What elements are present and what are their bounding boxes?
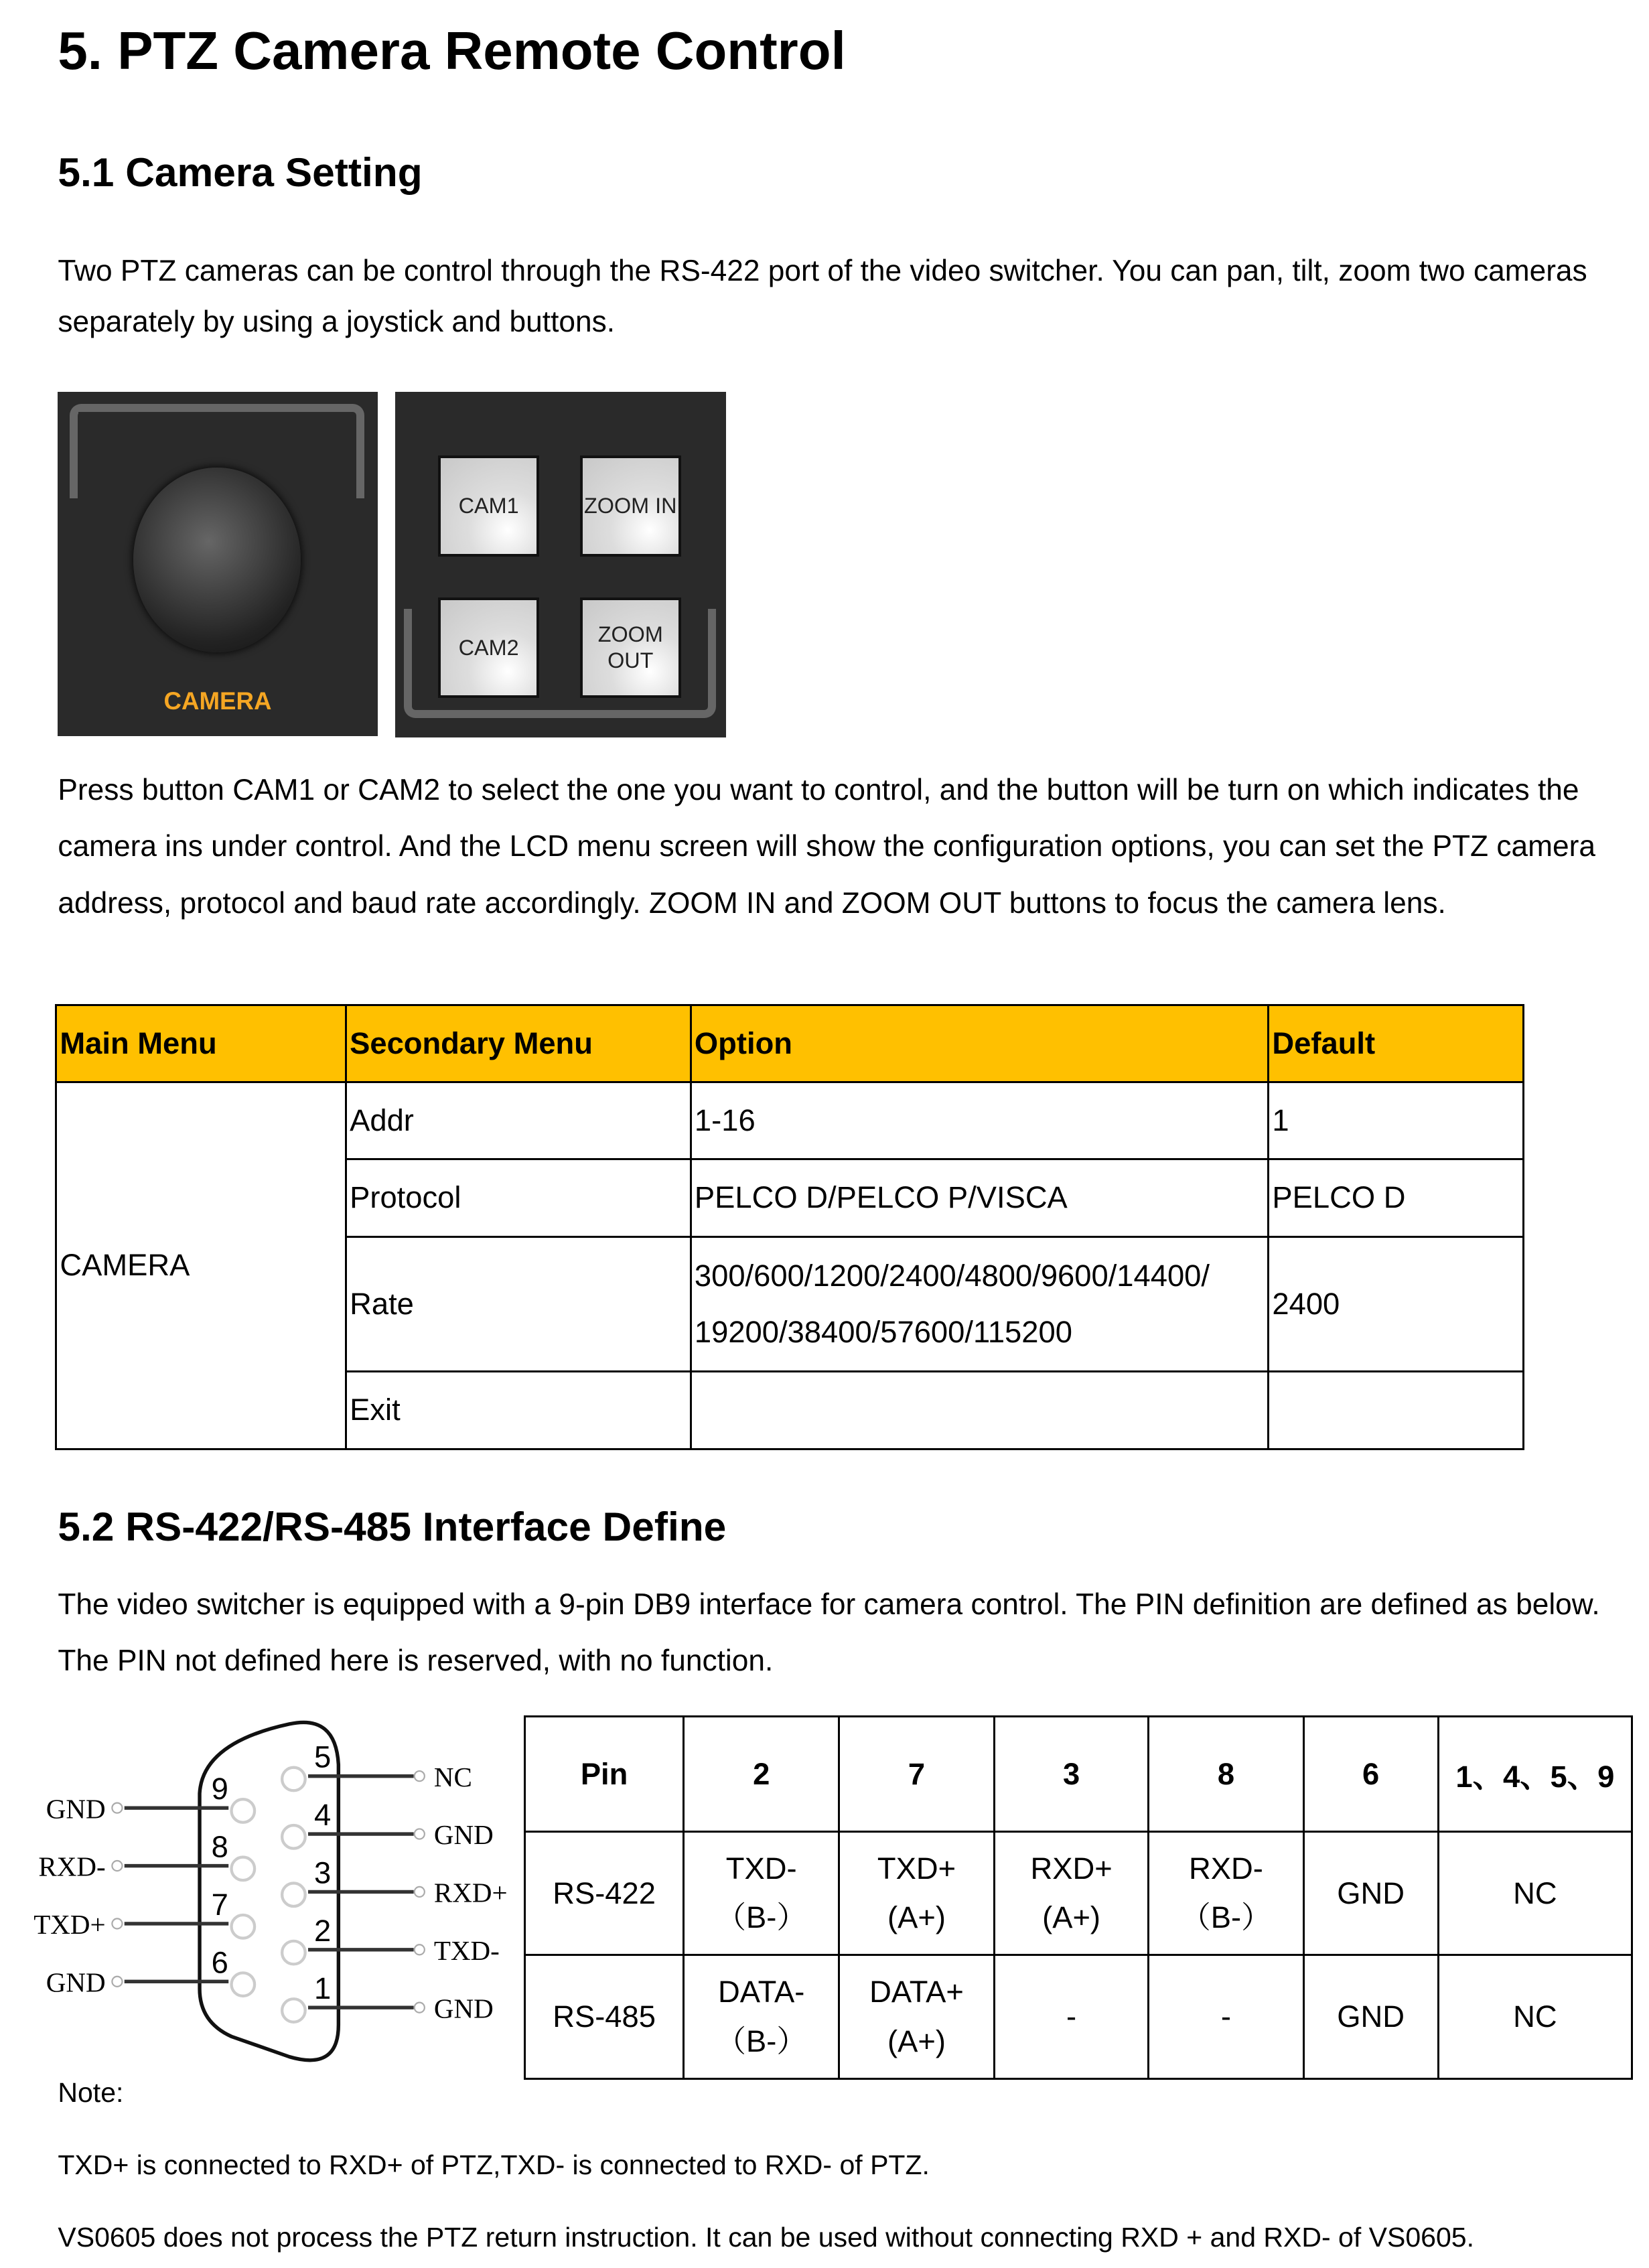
pin-number: 8 <box>211 1829 228 1864</box>
pin-number: 6 <box>211 1945 228 1980</box>
pin-cell: RS-422 <box>524 1831 684 1955</box>
pin-cell: - <box>1149 1955 1304 2078</box>
pin-number: 2 <box>313 1914 332 1948</box>
pin-header: 2 <box>684 1717 839 1831</box>
main-menu-cell: CAMERA <box>56 1082 346 1449</box>
note-label: Note: <box>58 2077 124 2109</box>
pin-cell: RXD- （B-） <box>1149 1831 1304 1955</box>
pin-hole <box>232 1915 255 1938</box>
option-cell: 1-16 <box>691 1082 1269 1159</box>
header-main-menu: Main Menu <box>56 1005 346 1082</box>
pin-number: 3 <box>313 1855 332 1890</box>
pin-label: GND <box>46 1967 106 1998</box>
pin-hole <box>282 1941 305 1965</box>
pin-number: 9 <box>211 1772 228 1806</box>
pin-cell: RXD+ (A+) <box>994 1831 1148 1955</box>
default-cell: PELCO D <box>1269 1159 1524 1236</box>
secondary-cell: Rate <box>346 1236 691 1372</box>
table-row <box>56 1082 1524 1159</box>
joystick-icon <box>133 468 301 652</box>
instructions-paragraph: Press button CAM1 or CAM2 to select the one you want to control, and the button will be turn on which indicates the camera ins under control. And the LCD menu screen will show the configuration options, you can set the PTZ camera address, protocol and baud rate accordingly. ZOOM IN and ZOOM OUT buttons to focus the camera lens. <box>58 774 1595 920</box>
pin-cell: DATA+ (A+) <box>839 1955 994 2078</box>
pin-cell: TXD- （B-） <box>684 1831 839 1955</box>
zoom-in-key: ZOOM IN <box>580 455 681 557</box>
pin-cell: TXD+ (A+) <box>839 1831 994 1955</box>
camera-menu-table <box>55 1004 1524 1450</box>
default-cell <box>1269 1372 1524 1449</box>
pin-header: 6 <box>1303 1717 1438 1831</box>
joystick-photo <box>58 392 377 736</box>
section-heading-camera-setting: 5.1 Camera Setting <box>58 149 423 196</box>
table-row <box>524 1831 1632 1955</box>
note-line-2: VS0605 does not process the PTZ return instruction. It can be used without connecting RXD + and RXD- of VS0605. <box>58 2222 1475 2253</box>
intro-paragraph: Two PTZ cameras can be control through the RS-422 port of the video switcher. You can pan, tilt, zoom two cameras separately by using a joystick and buttons. <box>58 255 1587 338</box>
note-line-1: TXD+ is connected to RXD+ of PTZ,TXD- is connected to RXD- of PTZ. <box>58 2149 930 2181</box>
option-cell: 300/600/1200/2400/4800/9600/14400/ 19200/38400/57600/115200 <box>691 1236 1269 1372</box>
pin-label: TXD- <box>433 1935 500 1967</box>
pin-label: NC <box>433 1762 472 1793</box>
cam1-key: CAM1 <box>438 455 539 557</box>
camera-label: CAMERA <box>163 687 272 715</box>
pin-hole <box>232 1857 255 1881</box>
header-default: Default <box>1269 1005 1524 1082</box>
pin-hole <box>282 1999 305 2023</box>
pin-label: RXD+ <box>433 1877 508 1908</box>
pin-cell: RS-485 <box>524 1955 684 2078</box>
pin-cell: NC <box>1438 1955 1632 2078</box>
secondary-cell: Protocol <box>346 1159 691 1236</box>
header-option: Option <box>691 1005 1269 1082</box>
secondary-cell: Addr <box>346 1082 691 1159</box>
db9-pinout-diagram <box>0 1707 520 2082</box>
pin-header: 3 <box>994 1717 1148 1831</box>
pin-hole <box>282 1884 305 1907</box>
section-heading-interface: 5.2 RS-422/RS-485 Interface Define <box>58 1503 727 1549</box>
table-row <box>524 1955 1632 2078</box>
secondary-cell: Exit <box>346 1372 691 1449</box>
default-cell: 2400 <box>1269 1236 1524 1372</box>
pin-header: 7 <box>839 1717 994 1831</box>
pin-definition-table <box>524 1715 1633 2079</box>
pin-label: RXD- <box>38 1851 106 1882</box>
pin-label: TXD+ <box>33 1909 106 1940</box>
pin-cell: GND <box>1303 1831 1438 1955</box>
pin-number: 7 <box>211 1888 228 1922</box>
page-title: 5. PTZ Camera Remote Control <box>58 21 846 81</box>
pin-cell: DATA- （B-） <box>684 1955 839 2078</box>
pin-header: 1、4、5、9 <box>1438 1717 1632 1831</box>
default-cell: 1 <box>1269 1082 1524 1159</box>
pin-number: 4 <box>313 1798 332 1833</box>
pin-label: GND <box>46 1793 106 1825</box>
option-cell <box>691 1372 1269 1449</box>
interface-paragraph: The video switcher is equipped with a 9-pin DB9 interface for camera control. The PIN definition are defined as below. The PIN not defined here is reserved, with no function. <box>58 1587 1600 1678</box>
buttons-photo <box>395 392 727 737</box>
pin-hole <box>232 1973 255 1997</box>
pin-hole <box>282 1825 305 1849</box>
pin-header: Pin <box>524 1717 684 1831</box>
pin-cell: - <box>994 1955 1148 2078</box>
pin-hole <box>282 1768 305 1791</box>
pin-header: 8 <box>1149 1717 1304 1831</box>
pin-label: GND <box>433 1819 494 1851</box>
pin-cell: NC <box>1438 1831 1632 1955</box>
cam2-key: CAM2 <box>438 597 539 699</box>
pin-hole <box>232 1800 255 1823</box>
zoom-out-key: ZOOM OUT <box>580 597 681 699</box>
pin-cell: GND <box>1303 1955 1438 2078</box>
header-secondary-menu: Secondary Menu <box>346 1005 691 1082</box>
pin-number: 1 <box>313 1971 332 2006</box>
pin-label: GND <box>433 1993 494 2024</box>
option-cell: PELCO D/PELCO P/VISCA <box>691 1159 1269 1236</box>
pin-number: 5 <box>313 1740 332 1775</box>
